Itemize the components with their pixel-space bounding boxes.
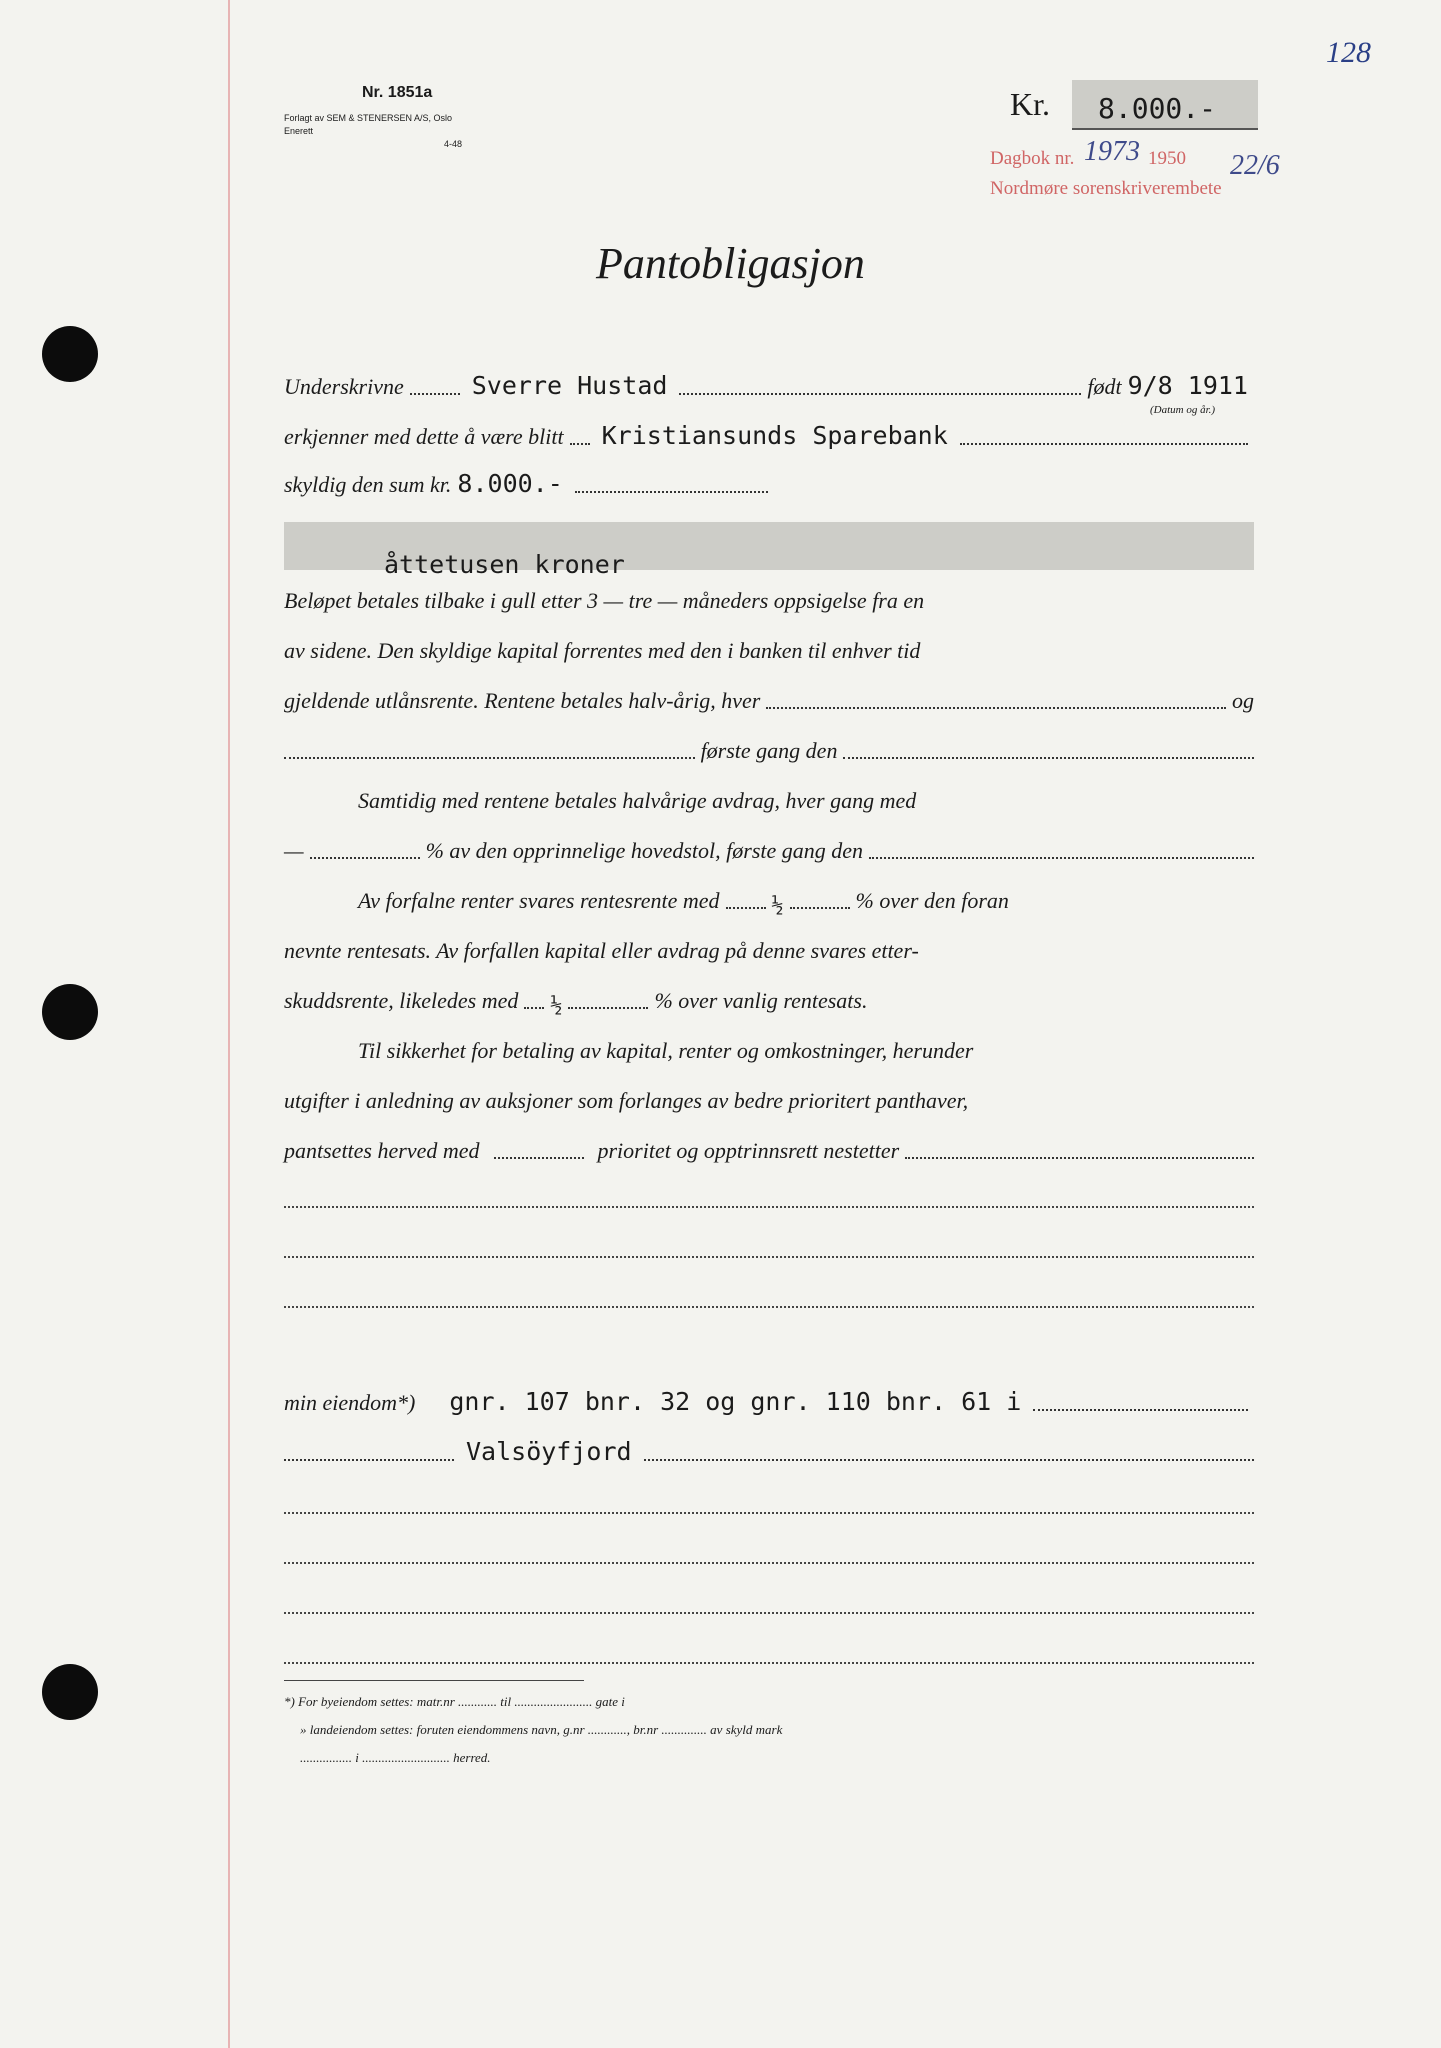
amount-in-words: åttetusen kroner <box>384 550 625 579</box>
footnote-line: ................ i ........................... herred. <box>300 1750 491 1765</box>
punch-hole <box>42 1664 98 1720</box>
footnote-line: » landeiendom settes: foruten eiendommens navn, g.nr ............, br.nr .............. av skyld mark <box>300 1722 783 1737</box>
property-line-1: gnr. 107 bnr. 32 og gnr. 110 bnr. 61 i <box>449 1387 1022 1416</box>
acknowledge-label: erkjenner med dette å være blitt <box>284 424 564 449</box>
blank-line <box>284 1206 1254 1208</box>
blank-line <box>284 1612 1254 1614</box>
blank-line <box>284 1306 1254 1308</box>
body-text: % av den opprinnelige hovedstol, første gang den <box>425 838 864 863</box>
body-line <box>358 874 1254 917</box>
owing-amount: 8.000.- <box>457 469 563 498</box>
born-hint: (Datum og år.) <box>1150 404 1216 416</box>
body-text: Av forfalne renter svares rentesrente med <box>358 888 720 913</box>
body-text: gjeldende utlånsrente. Rentene betales halv-årig, hver <box>284 688 761 713</box>
publisher-line: Forlagt av SEM & STENERSEN A/S, Oslo <box>284 113 453 123</box>
owing-row <box>284 458 774 498</box>
property-row <box>284 1376 1254 1416</box>
publisher-line: 4-48 <box>444 139 463 149</box>
body-line <box>284 824 1254 864</box>
body-line <box>284 974 1254 1017</box>
stamp-year: 1950 <box>1148 148 1186 169</box>
kr-label: Kr. <box>1010 86 1050 122</box>
property-line-2: Valsöyfjord <box>466 1437 632 1466</box>
body-text: skuddsrente, likeledes med <box>284 988 519 1013</box>
body-line: Beløpet betales tilbake i gull etter 3 — tre — måneders oppsigelse fra en <box>284 588 925 613</box>
body-line: utgifter i anledning av auksjoner som forlanges av bedre prioritert panthaver, <box>284 1088 969 1113</box>
acknowledge-row <box>284 410 1254 450</box>
amount-in-words-field <box>284 522 1254 579</box>
undersigned-name: Sverre Hustad <box>471 371 668 400</box>
body-line: nevnte rentesats. Av forfallen kapital eller avdrag på denne svares etter- <box>284 938 919 963</box>
punch-hole <box>42 326 98 382</box>
interest-fraction: ½ <box>771 893 784 917</box>
property-label: min eiendom*) <box>284 1390 416 1415</box>
footnote-line: *) For byeiendom settes: matr.nr ............ til ........................ gate i <box>284 1694 625 1709</box>
kr-amount: 8.000.- <box>1072 80 1258 130</box>
owing-label: skyldig den sum kr. <box>284 472 452 497</box>
document-title: Pantobligasjon <box>596 239 865 288</box>
blank-line <box>284 1512 1254 1514</box>
born-label: født <box>1087 374 1122 399</box>
stamp-date: 22/6 <box>1230 150 1280 181</box>
born-date: 9/8 1911 <box>1127 371 1248 400</box>
punch-hole <box>42 984 98 1040</box>
body-line <box>284 1124 1254 1164</box>
body-line: Til sikkerhet for betaling av kapital, renter og omkostninger, herunder <box>358 1038 974 1063</box>
body-text: prioritet og opptrinnsrett nestetter <box>597 1138 900 1163</box>
publisher-line: Enerett <box>284 126 314 136</box>
property-row-2 <box>284 1426 1254 1466</box>
footnote-rule <box>284 1680 584 1681</box>
body-text: pantsettes herved med <box>284 1138 480 1163</box>
blank-line <box>284 1662 1254 1664</box>
blank-line <box>284 1562 1254 1564</box>
stamp-office: Nordmøre sorenskriverembete <box>990 178 1222 199</box>
body-line <box>284 674 1254 714</box>
body-text: — <box>284 838 304 863</box>
body-line: av sidene. Den skyldige kapital forrentes med den i banken til enhver tid <box>284 638 921 663</box>
form-number: Nr. 1851a <box>362 84 433 101</box>
body-text: % over den foran <box>855 888 1009 913</box>
margin-rule <box>228 0 230 2048</box>
body-text: % over vanlig rentesats. <box>654 988 868 1013</box>
body-text: første gang den <box>700 738 838 763</box>
body-text: og <box>1232 688 1254 713</box>
creditor-name: Kristiansunds Sparebank <box>601 421 948 450</box>
publisher-info <box>284 112 564 151</box>
undersigned-label: Underskrivne <box>284 374 404 399</box>
dagbok-number: 1973 <box>1084 136 1140 167</box>
undersigned-row <box>284 360 1254 400</box>
dagbok-label: Dagbok nr. <box>990 148 1075 169</box>
penalty-fraction: ½ <box>550 993 563 1017</box>
page-number: 128 <box>1326 36 1371 69</box>
blank-line <box>284 1256 1254 1258</box>
body-line: Samtidig med rentene betales halvårige avdrag, hver gang med <box>358 788 917 813</box>
body-line <box>284 724 1254 764</box>
